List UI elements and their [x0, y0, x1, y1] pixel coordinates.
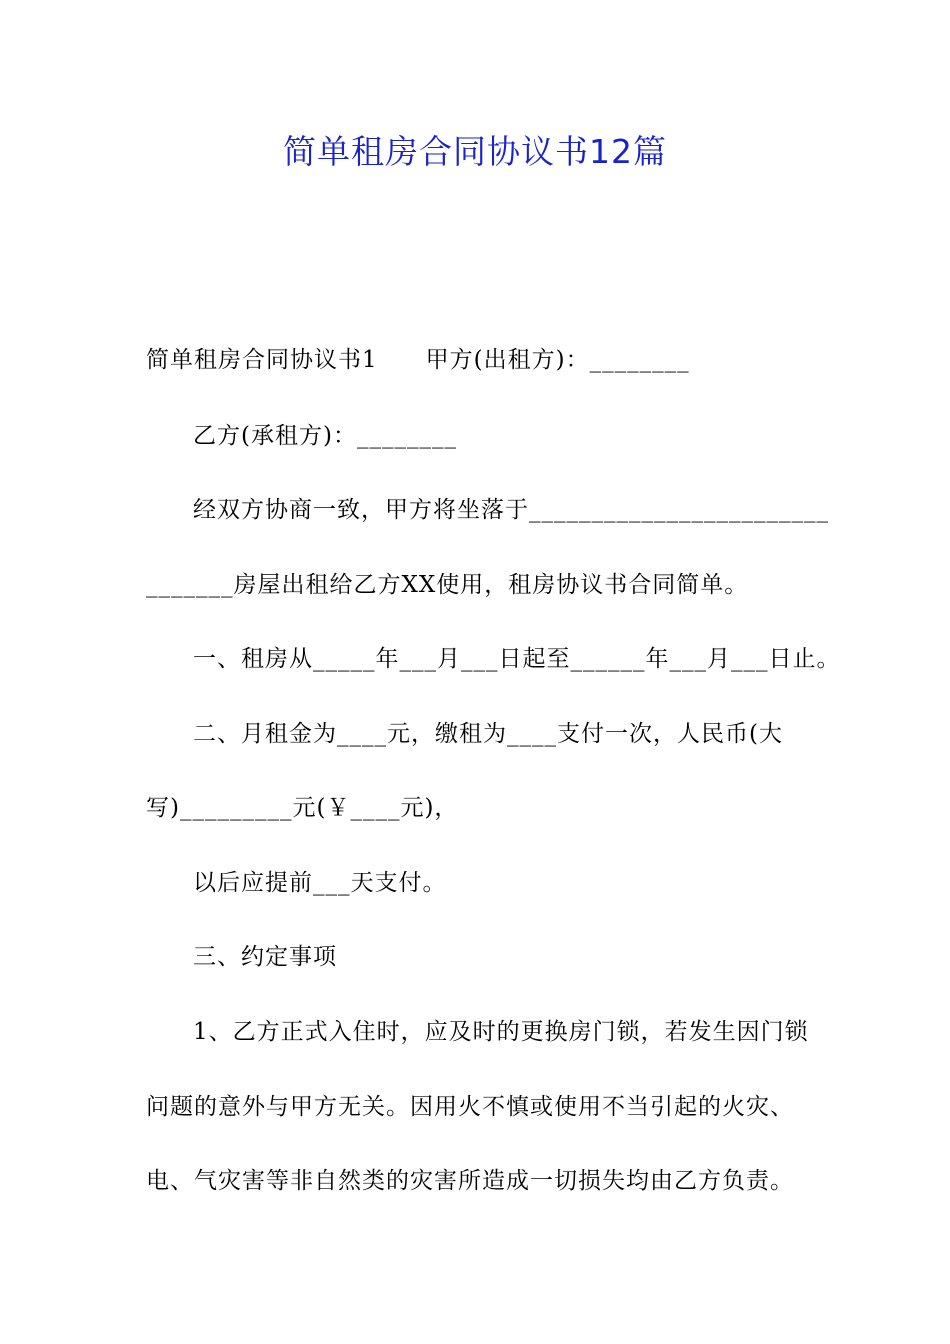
document-title: 简单租房合同协议书12篇 — [283, 132, 667, 171]
paragraph-line: 1、乙方正式入住时，应及时的更换房门锁，若发生因门锁 — [193, 1019, 809, 1045]
paragraph-line: 写)_________元(￥____元)， — [146, 795, 459, 821]
paragraph-line: 以后应提前___天支付。 — [193, 870, 447, 896]
paragraph-line: 电、气灾害等非自然类的灾害所造成一切损失均由乙方负责。 — [146, 1168, 794, 1194]
paragraph-line: 简单租房合同协议书1 甲方(出租方)：________ — [146, 347, 690, 373]
paragraph-line: _______房屋出租给乙方XX使用，租房协议书合同简单。 — [146, 572, 749, 598]
paragraph-line: 问题的意外与甲方无关。因用火不慎或使用不当引起的火灾、 — [146, 1094, 794, 1120]
paragraph-line: 经双方协商一致，甲方将坐落于________________________ — [193, 497, 829, 523]
paragraph-line: 二、月租金为____元，缴租为____支付一次，人民币(大 — [193, 721, 783, 747]
paragraph-line: 一、租房从_____年___月___日起至______年___月___日止。 — [193, 646, 841, 672]
paragraph-line: 乙方(承租方)：________ — [193, 423, 457, 449]
section-heading: 三、约定事项 — [193, 944, 337, 970]
